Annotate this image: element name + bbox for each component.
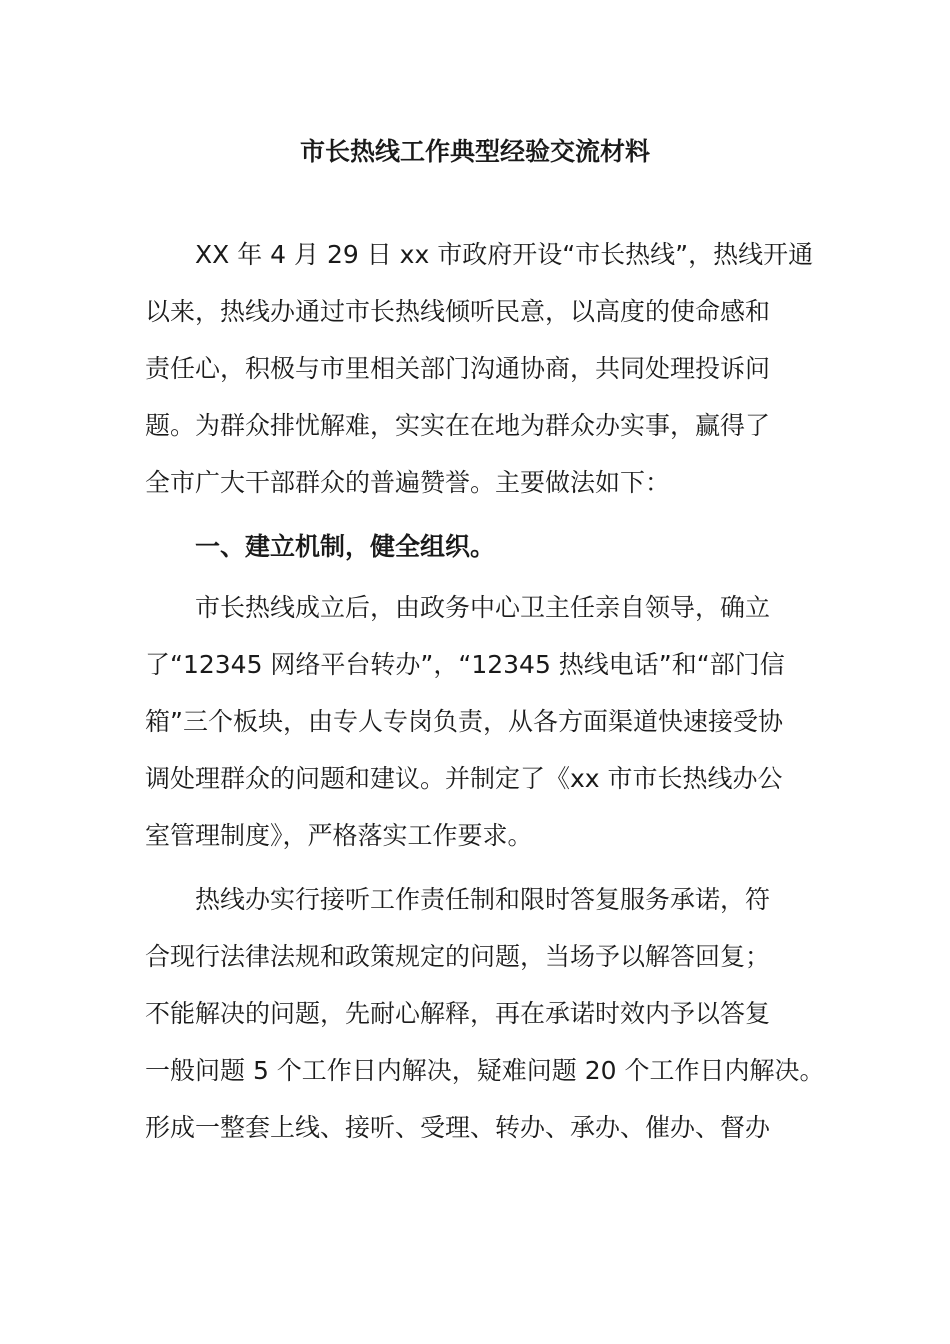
paragraph-1-line-4: 题。为群众排忧解难，实实在在地为群众办实事，赢得了: [145, 411, 771, 440]
paragraph-1-line-3: 责任心，积极与市里相关部门沟通协商，共同处理投诉问: [145, 354, 771, 383]
paragraph-3-line-3: 不能解决的问题，先耐心解释，再在承诺时效内予以答复: [145, 999, 771, 1028]
paragraph-3-line-5: 形成一整套上线、接听、受理、转办、承办、催办、督办: [145, 1113, 771, 1142]
paragraph-2-line-5: 室管理制度》，严格落实工作要求。: [145, 821, 533, 850]
paragraph-3-line-1: 热线办实行接听工作责任制和限时答复服务承诺，符: [195, 885, 771, 914]
paragraph-1-line-5: 全市广大干部群众的普遍赞誉。主要做法如下：: [145, 468, 671, 497]
paragraph-2-line-3: 箱”三个板块，由专人专岗负责，从各方面渠道快速接受协: [145, 707, 783, 736]
paragraph-2-line-1: 市长热线成立后，由政务中心卫主任亲自领导，确立: [195, 593, 771, 622]
document-title: 市长热线工作典型经验交流材料: [299, 137, 650, 166]
paragraph-3-line-4: 一般问题 5 个工作日内解决，疑难问题 20 个工作日内解决。: [145, 1056, 825, 1085]
section-heading-1: 一、建立机制，健全组织。: [195, 532, 496, 561]
paragraph-2-line-4: 调处理群众的问题和建议。并制定了《xx 市市长热线办公: [145, 764, 783, 793]
paragraph-3-line-2: 合现行法律法规和政策规定的问题，当场予以解答回复；: [145, 942, 771, 971]
paragraph-1-line-1: XX 年 4 月 29 日 xx 市政府开设“市长热线”，热线开通: [195, 240, 814, 269]
paragraph-1-line-2: 以来，热线办通过市长热线倾听民意，以高度的使命感和: [145, 297, 771, 326]
paragraph-2-line-2: 了“12345 网络平台转办”，“12345 热线电话”和“部门信: [145, 650, 785, 679]
